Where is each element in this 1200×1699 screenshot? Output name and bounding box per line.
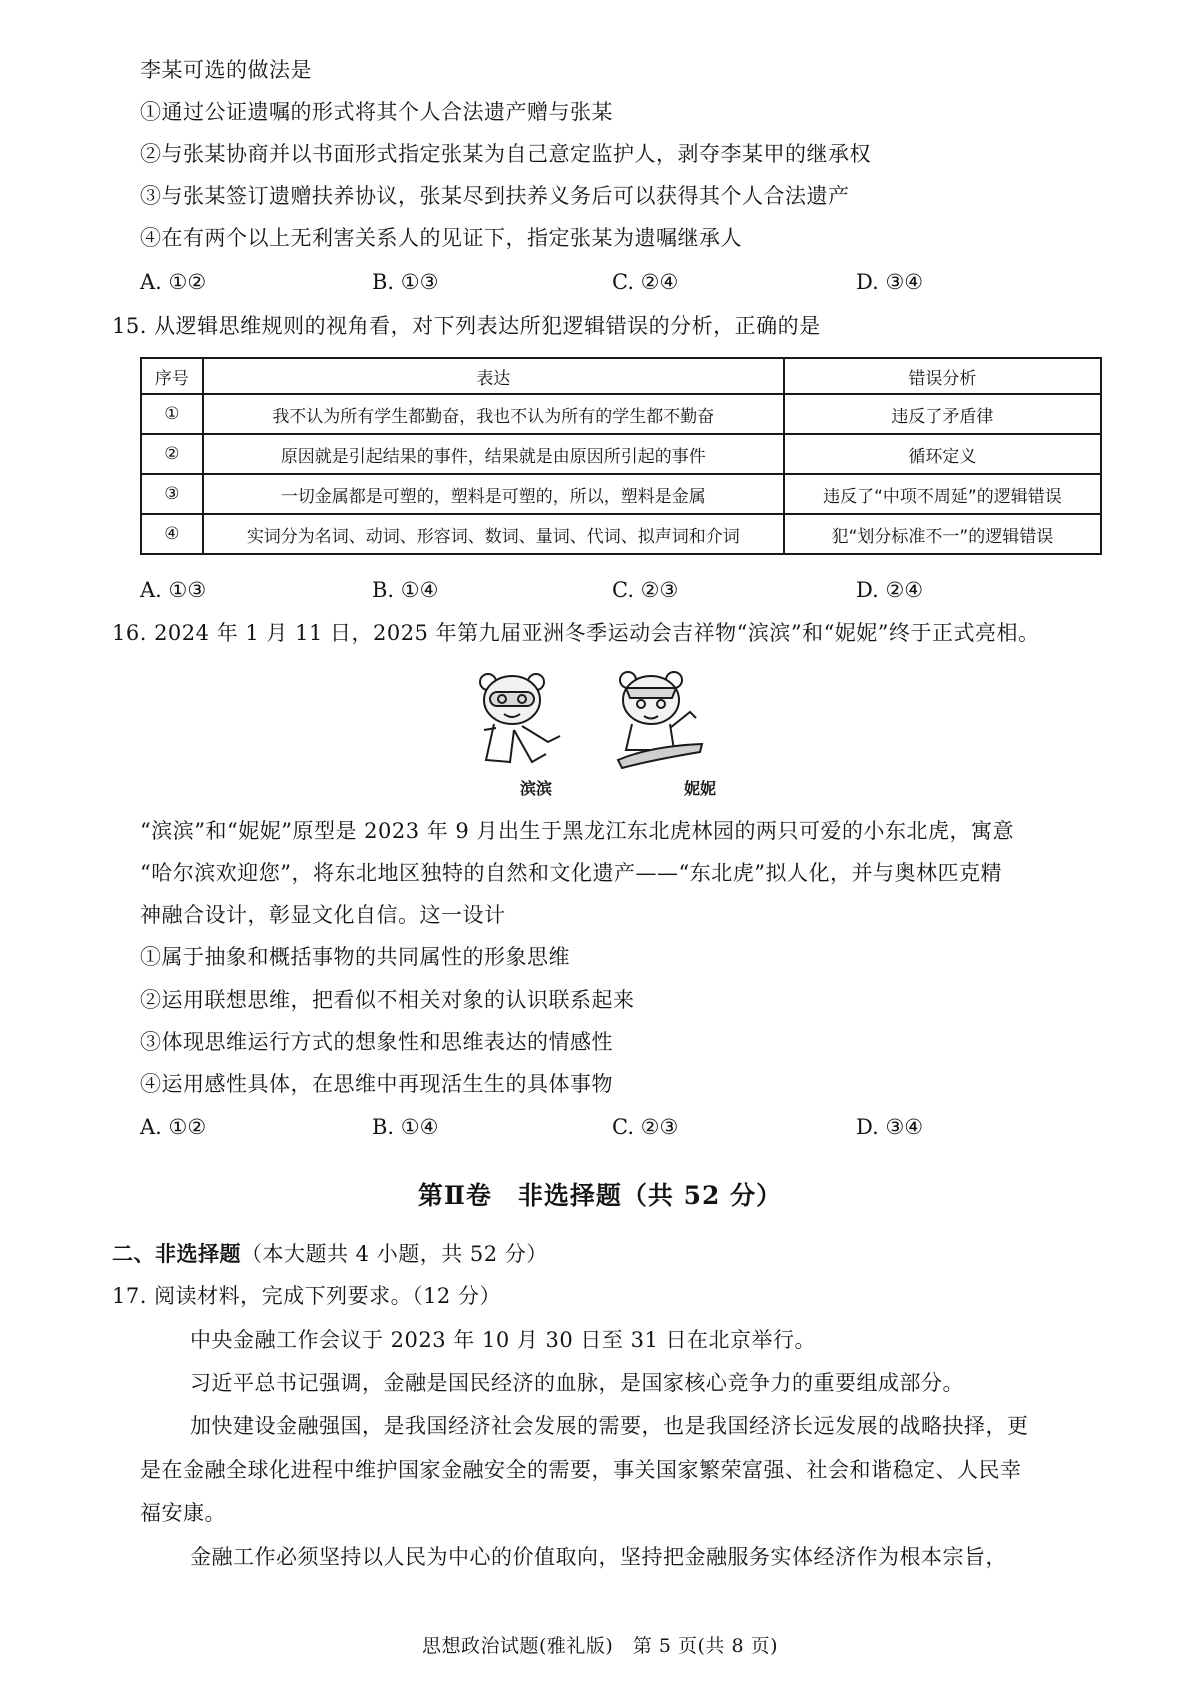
q16-para-line-1: “滨滨”和“妮妮”原型是 2023 年 9 月出生于黑龙江东北虎林园的两只可爱的小东北虎，寓意 (140, 819, 1014, 843)
q14-item-2: ②与张某协商并以书面形式指定张某为自己意定监护人，剥夺李某甲的继承权 (140, 142, 871, 166)
mascot-label-nini: 妮妮 (684, 779, 717, 798)
row-analysis: 循环定义 (784, 434, 1101, 474)
q16-stem: 16. 2024 年 1 月 11 日，2025 年第九届亚洲冬季运动会吉祥物“滨滨”和“妮妮”终于正式亮相。 (112, 621, 1040, 645)
q14-item-4: ④在有两个以上无利害关系人的见证下，指定张某为遗嘱继承人 (140, 226, 742, 250)
nini-figure (618, 672, 702, 768)
q17-para-3-line-2: 是在金融全球化进程中维护国家金融安全的需要，事关国家繁荣富强、社会和谐稳定、人民幸 (140, 1458, 1022, 1482)
q17-stem: 17. 阅读材料，完成下列要求。（12 分） (112, 1284, 501, 1308)
q15-stem: 15. 从逻辑思维规则的视角看，对下列表达所犯逻辑错误的分析，正确的是 (112, 314, 821, 338)
q16-item-1: ①属于抽象和概括事物的共同属性的形象思维 (140, 945, 570, 969)
q16-option-c[interactable]: C. ②③ (612, 1115, 679, 1139)
row-analysis: 违反了“中项不周延”的逻辑错误 (784, 474, 1101, 514)
section-title: 第Ⅱ卷 非选择题（共 52 分） (417, 1181, 783, 1210)
q16-option-a[interactable]: A. ①② (140, 1115, 207, 1139)
row-analysis: 犯“划分标准不一”的逻辑错误 (784, 514, 1101, 554)
q14-stem-tail: 李某可选的做法是 (140, 58, 312, 82)
q15-option-b[interactable]: B. ①④ (372, 578, 439, 602)
row-expression: 实词分为名词、动词、形容词、数词、量词、代词、拟声词和介词 (203, 514, 784, 554)
q14-option-c[interactable]: C. ②④ (612, 270, 679, 294)
table-header-expression: 表达 (203, 358, 784, 394)
q14-option-d[interactable]: D. ③④ (856, 270, 924, 294)
part-heading (112, 1239, 548, 1269)
q14-option-b[interactable]: B. ①③ (372, 270, 439, 294)
q15-options (140, 575, 940, 605)
row-expression: 原因就是引起结果的事件，结果就是由原因所引起的事件 (203, 434, 784, 474)
q17-para-1: 中央金融工作会议于 2023 年 10 月 30 日至 31 日在北京举行。 (190, 1328, 817, 1352)
q14-item-3: ③与张某签订遗赠扶养协议，张某尽到扶养义务后可以获得其个人合法遗产 (140, 184, 850, 208)
q17-para-2: 习近平总书记强调，金融是国民经济的血脉，是国家核心竞争力的重要组成部分。 (190, 1371, 964, 1395)
part-heading-note: （本大题共 4 小题，共 52 分） (241, 1242, 548, 1266)
mascot-label-binbin: 滨滨 (520, 779, 553, 798)
table-row (141, 434, 1101, 474)
logic-error-table (140, 357, 1102, 555)
q16-option-d[interactable]: D. ③④ (856, 1115, 924, 1139)
q16-para-line-3: 神融合设计，彰显文化自信。这一设计 (140, 903, 506, 927)
q14-option-a[interactable]: A. ①② (140, 270, 207, 294)
row-analysis: 违反了矛盾律 (784, 394, 1101, 434)
q16-option-b[interactable]: B. ①④ (372, 1115, 439, 1139)
binbin-figure (480, 674, 560, 762)
table-row (141, 514, 1101, 554)
row-index: ① (141, 394, 203, 434)
q16-para-line-2: “哈尔滨欢迎您”，将东北地区独特的自然和文化遗产——“东北虎”拟人化，并与奥林匹克精 (140, 861, 1002, 885)
part-heading-label: 二、非选择题 (112, 1241, 241, 1266)
row-expression: 一切金属都是可塑的，塑料是可塑的，所以，塑料是金属 (203, 474, 784, 514)
q17-para-3-line-3: 福安康。 (140, 1501, 226, 1525)
q15-option-a[interactable]: A. ①③ (140, 578, 207, 602)
table-row (141, 394, 1101, 434)
table-row (141, 474, 1101, 514)
q16-item-3: ③体现思维运行方式的想象性和思维表达的情感性 (140, 1030, 613, 1054)
q14-item-1: ①通过公证遗嘱的形式将其个人合法遗产赠与张某 (140, 100, 613, 124)
q17-para-4: 金融工作必须坚持以人民为中心的价值取向，坚持把金融服务实体经济作为根本宗旨， (190, 1545, 1007, 1569)
page-footer: 思想政治试题(雅礼版) 第 5 页(共 8 页) (422, 1635, 778, 1657)
table-header-analysis: 错误分析 (784, 358, 1101, 394)
row-index: ② (141, 434, 203, 474)
mascot-illustration (476, 670, 756, 800)
q15-option-c[interactable]: C. ②③ (612, 578, 679, 602)
table-header-index: 序号 (141, 358, 203, 394)
q14-options (140, 267, 940, 297)
q16-item-4: ④运用感性具体，在思维中再现活生生的具体事物 (140, 1072, 613, 1096)
table-header-row (141, 358, 1101, 394)
q15-option-d[interactable]: D. ②④ (856, 578, 924, 602)
mascot-drawing (476, 670, 756, 780)
row-index: ③ (141, 474, 203, 514)
q17-para-3-line-1: 加快建设金融强国，是我国经济社会发展的需要，也是我国经济长远发展的战略抉择，更 (190, 1414, 1029, 1438)
q16-item-2: ②运用联想思维，把看似不相关对象的认识联系起来 (140, 988, 635, 1012)
q16-options (140, 1112, 940, 1142)
row-index: ④ (141, 514, 203, 554)
row-expression: 我不认为所有学生都勤奋，我也不认为所有的学生都不勤奋 (203, 394, 784, 434)
